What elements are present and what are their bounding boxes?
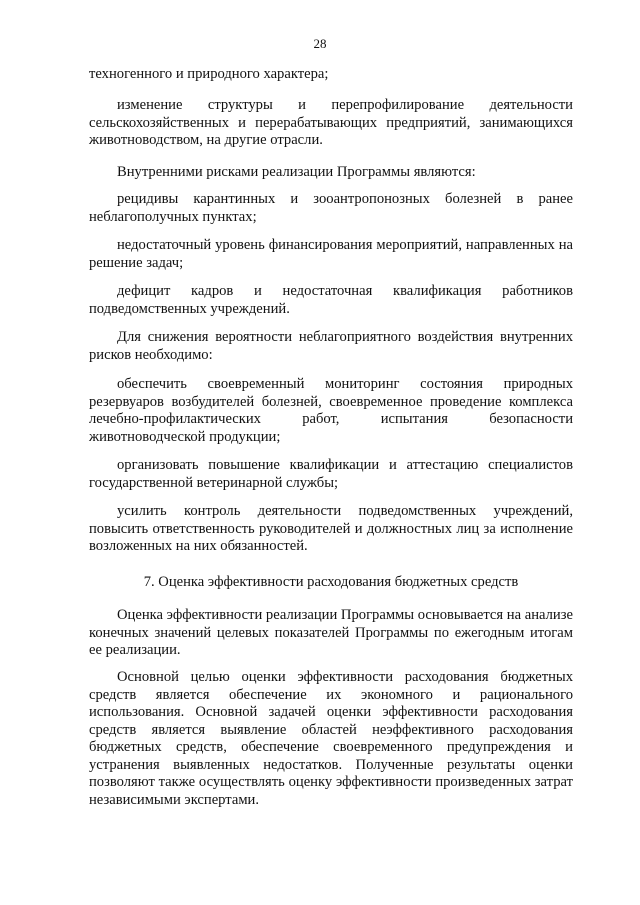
section-paragraph-1: Оценка эффективности реализации Программы основывается на анализе конечных значений целевых показателей Программы по ежегодным итогам ее реализации. [89, 607, 573, 658]
paragraph-8: обеспечить своевременный мониторинг состояния природных резервуаров возбудителей болезней, своевременное проведение комплекса лечебно-профилактических работ, испытания безопасности животноводческой продукции; [89, 376, 573, 445]
paragraph-4: рецидивы карантинных и зооантропонозных болезней в ранее неблагополучных пунктах; [89, 191, 573, 225]
paragraph-2: изменение структуры и перепрофилирование деятельности сельскохозяйственных и перерабатывающих предприятий, занимающихся животноводством, на другие отрасли. [89, 97, 573, 148]
paragraph-6: дефицит кадров и недостаточная квалификация работников подведомственных учреждений. [89, 283, 573, 317]
paragraph-3: Внутренними рисками реализации Программы являются: [117, 164, 476, 180]
paragraph-7: Для снижения вероятности неблагоприятного воздействия внутренних рисков необходимо: [89, 329, 573, 363]
paragraph-10: усилить контроль деятельности подведомственных учреждений, повысить ответственность руководителей и должностных лиц за исполнение возложенных на них обязанностей. [89, 503, 573, 554]
paragraph-9: организовать повышение квалификации и аттестацию специалистов государственной ветеринарной службы; [89, 457, 573, 491]
section-heading: 7. Оценка эффективности расходования бюджетных средств [143, 574, 519, 590]
page-number: 28 [313, 36, 327, 51]
section-paragraph-2: Основной целью оценки эффективности расходования бюджетных средств является обеспечение их экономного и рационального использования. Основной задачей оценки эффективности расходования средств является выявление областей неэффективного расходования бюджетных средств, обеспечение своевременного предупреждения и устранения выявленных недостатков. Полученные результаты оценки позволяют также осуществлять оценку эффективности произведенных затрат независимыми экспертами. [89, 669, 573, 808]
paragraph-1: техногенного и природного характера; [89, 66, 329, 82]
paragraph-5: недостаточный уровень финансирования мероприятий, направленных на решение задач; [89, 237, 573, 271]
